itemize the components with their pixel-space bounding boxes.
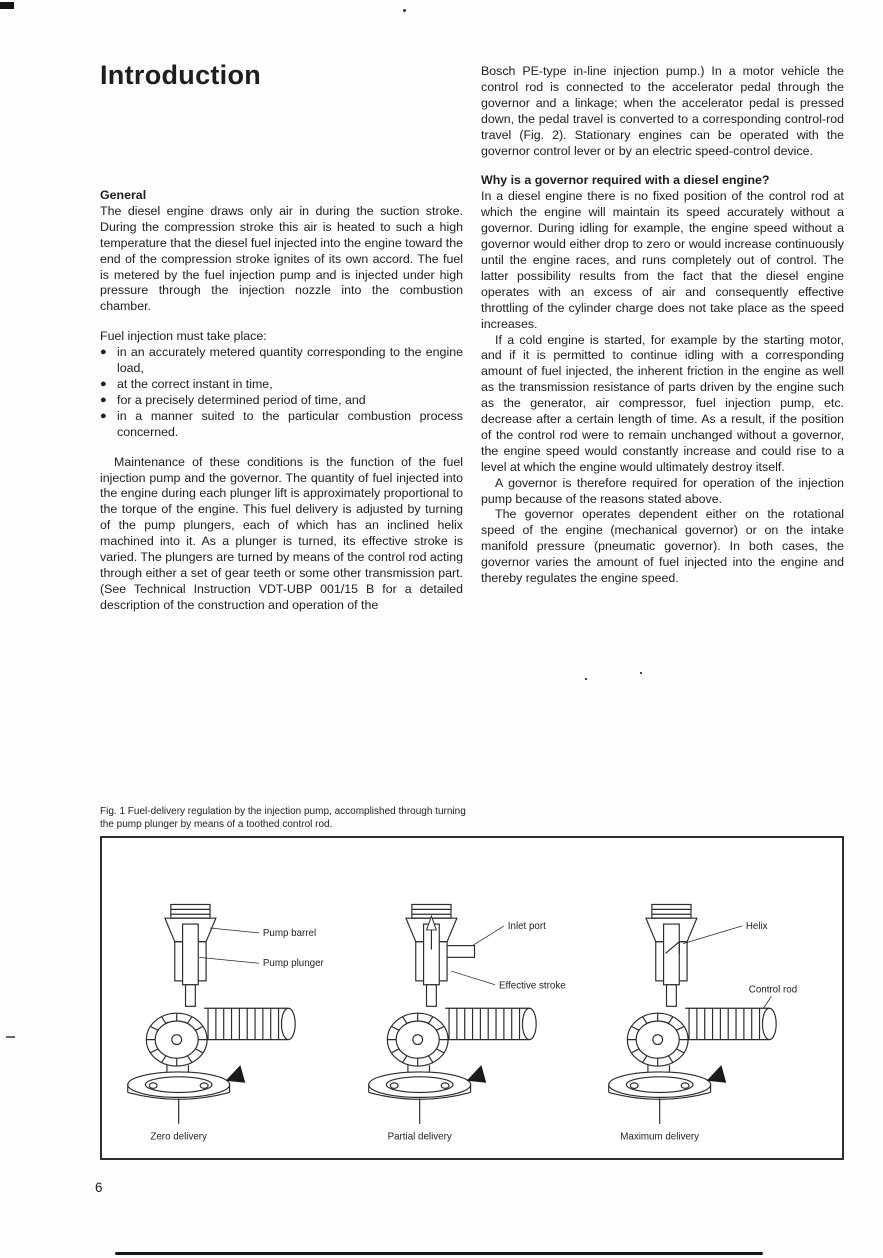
callout-inlet-port: Inlet port [507,920,546,932]
scan-artifact [585,678,587,680]
callout-helix: Helix [745,920,768,932]
figure-box [100,836,844,1160]
figure-diagram-maximum-delivery [597,896,832,1146]
callout-effective-stroke: Effective stroke [498,980,566,992]
scan-artifact [640,672,642,674]
heading-governor: Why is a governor required with a diesel engine? [481,173,770,188]
paragraph-governor-1: In a diesel engine there is no fixed position of the control rod at which the engine will maintain its speed accurately without a governor. During idling for example, the engine speed without a governor would either drop to zero or would increase continuously until the engine races, and runs completely out of control. The latter possibility results from the fact that the diesel engine operates with an excess of air and consequently effective throttling of the cylinder charge does not take place as the speed increases. [481,189,844,331]
diagram-label: Partial delivery [387,1131,452,1143]
scan-artifact [0,2,14,9]
list-item: ● at the correct instant in time, [100,377,463,393]
paragraph-general: The diesel engine draws only air in during the suction stroke. During the compression stroke this air is heated to such a high temperature that the diesel fuel injected into the engine toward the end of the compression stroke ignites of its own accord. The fuel is metered by the fuel injection pump and is injected under high pressure through the injection nozzle into the combustion chamber. [100,203,464,314]
callout-control-rod: Control rod [748,984,798,996]
paragraph-governor-3: A governor is therefore required for operation of the injection pump because of the reasons stated above. [481,475,844,506]
callout-pump-barrel: Pump barrel [262,927,317,939]
diagram-label: Zero delivery [150,1131,207,1143]
scan-artifact [115,1252,763,1255]
diagram-label: Maximum delivery [620,1131,700,1143]
fuel-injection-requirements-list [100,345,463,440]
list-intro: Fuel injection must take place: [100,329,267,344]
figure-caption: Fig. 1 Fuel-delivery regulation by the injection pump, accomplished through turning the pump plunger by means of a toothed control rod. [100,806,466,830]
paragraph-maintenance: Maintenance of these conditions is the function of the fuel injection pump and the governor. The quantity of fuel injected into the engine during each plunger lift is approximately proportional to the torque of the engine. This fuel delivery is adjusted by turning of the pump plungers, each of which has an inclined helix machined into it. As a plunger is turned, its effective stroke is varied. The plungers are turned by means of the control rod acting through either a set of gear teeth or some other transmission part. (See Technical Instruction VDT-UBP 001/15 B for a detailed description of the construction and operation of the [100,454,463,612]
inlet-port-shape [447,946,474,958]
scan-artifact [403,9,406,12]
figure-diagram-zero-delivery [116,896,351,1146]
paragraph-continuation: Bosch PE-type in-line injection pump.) In a motor vehicle the control rod is connected to the accelerator pedal through the governor and a linkage; when the accelerator pedal is pressed down, the pedal travel is converted to a corresponding control-rod travel (Fig. 2). Stationary engines can be operated with the governor control lever or by an electric speed-control device. [481,64,844,158]
list-item: ● for a precisely determined period of time, and [100,393,463,409]
paragraph-governor-4: The governor operates dependent either on the rotational speed of the engine (mechanical governor) or on the intake manifold pressure (pneumatic governor). In both cases, the governor varies the amount of fuel injected into the engine and thereby regulates the engine speed. [481,507,844,586]
right-column [481,64,844,587]
paragraph-governor-2: If a cold engine is started, for example by the starting motor, and if it is permitted to continue idling with a corresponding amount of fuel injected, the inherent friction in the engine as well as the transmission resistance of parts driven by the engine such as the generator, air compressor, fuel injection pump, etc. decrease after a certain length of time. As a result, if the position of the control rod were to remain unchanged without a governor, the engine speed would constantly increase and could rise to a level at which the engine would ultimately destroy itself. [481,332,844,474]
left-column [100,188,463,614]
list-item: ● in a manner suited to the particular combustion process concerned. [100,409,463,441]
figure-diagram-partial-delivery [357,896,592,1146]
scan-artifact [6,1036,15,1038]
heading-general: General [100,188,147,202]
list-item: ● in an accurately metered quantity corresponding to the engine load, [100,345,463,377]
callout-pump-plunger: Pump plunger [262,958,324,970]
page-title: Introduction [100,60,262,90]
page-number: 6 [95,1180,103,1195]
